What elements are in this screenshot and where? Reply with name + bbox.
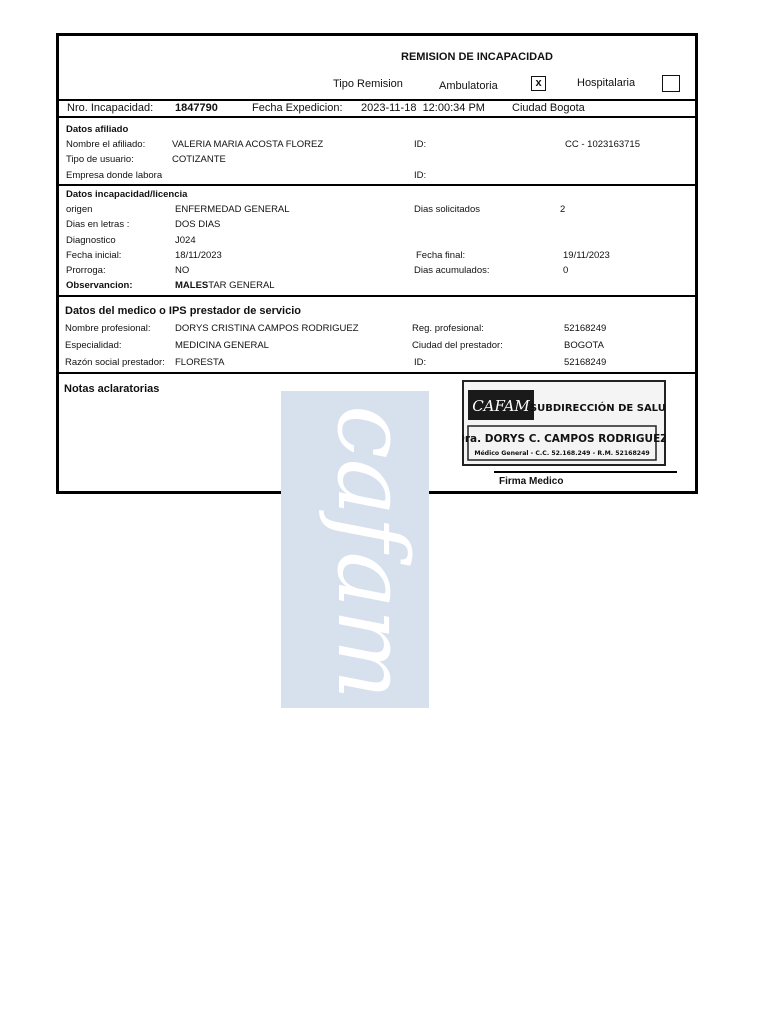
ambulatoria-label: Ambulatoria bbox=[439, 80, 498, 92]
nombre-profesional-value: DORYS CRISTINA CAMPOS RODRIGUEZ bbox=[175, 323, 359, 334]
tipo-usuario-label: Tipo de usuario: bbox=[66, 154, 134, 165]
diagnostico-value: J024 bbox=[175, 235, 196, 246]
afiliado-id-label: ID: bbox=[414, 139, 427, 150]
razon-social-value: FLORESTA bbox=[175, 357, 225, 368]
divider-line bbox=[56, 295, 698, 297]
incapacidad-section-title: Datos incapacidad/licencia bbox=[66, 189, 188, 200]
origen-value: ENFERMEDAD GENERAL bbox=[175, 204, 290, 215]
dias-solicitados-label: Dias solicitados bbox=[414, 204, 480, 215]
fecha-expedicion-value: 2023-11-18 12:00:34 PM bbox=[361, 102, 485, 114]
cafam-watermark bbox=[281, 391, 429, 708]
svg-text:Dra. DORYS C. CAMPOS RODRIGUEZ: Dra. DORYS C. CAMPOS RODRIGUEZ bbox=[462, 433, 666, 445]
firma-medico-label: Firma Medico bbox=[499, 476, 564, 487]
watermark-text: cafam bbox=[316, 405, 428, 700]
observacion-value-bold: MALES bbox=[175, 280, 209, 291]
nombre-afiliado-value: VALERIA MARIA ACOSTA FLOREZ bbox=[172, 139, 324, 150]
signature-line bbox=[494, 471, 677, 473]
dias-acumulados-value: 0 bbox=[563, 265, 569, 276]
fecha-final-value: 19/11/2023 bbox=[563, 250, 610, 261]
dias-letras-value: DOS DIAS bbox=[175, 219, 221, 230]
empresa-id-label: ID: bbox=[414, 170, 427, 181]
tipo-usuario-value: COTIZANTE bbox=[172, 154, 226, 165]
origen-label: origen bbox=[66, 204, 93, 215]
svg-text:CAFAM: CAFAM bbox=[472, 397, 530, 415]
form-title: REMISION DE INCAPACIDAD bbox=[401, 51, 553, 63]
observacion-value bbox=[175, 280, 275, 292]
hospitalaria-label: Hospitalaria bbox=[577, 77, 636, 89]
svg-text:SUBDIRECCIÓN DE SALUD: SUBDIRECCIÓN DE SALUD bbox=[529, 403, 666, 414]
afiliado-section-title: Datos afiliado bbox=[66, 124, 129, 135]
reg-profesional-label: Reg. profesional: bbox=[412, 323, 484, 334]
dias-letras-label: Dias en letras : bbox=[66, 219, 130, 230]
prestador-id-value: 52168249 bbox=[564, 357, 607, 368]
nro-incapacidad-label: Nro. Incapacidad: bbox=[67, 102, 154, 114]
divider-line bbox=[56, 116, 698, 118]
reg-profesional-value: 52168249 bbox=[564, 323, 607, 334]
ciudad-prestador-value: BOGOTA bbox=[564, 340, 604, 351]
especialidad-value: MEDICINA GENERAL bbox=[175, 340, 269, 351]
empresa-label: Empresa donde labora bbox=[66, 170, 163, 181]
dias-solicitados-value: 2 bbox=[560, 204, 566, 215]
razon-social-label: Razón social prestador: bbox=[65, 357, 165, 368]
nombre-afiliado-label: Nombre el afiliado: bbox=[66, 139, 146, 150]
divider-line bbox=[56, 372, 698, 374]
doctor-stamp bbox=[462, 380, 666, 466]
dias-acumulados-label: Dias acumulados: bbox=[414, 265, 490, 276]
hospitalaria-checkbox[interactable] bbox=[662, 75, 680, 92]
notas-section-title: Notas aclaratorias bbox=[64, 383, 160, 395]
ambulatoria-checkbox[interactable]: x bbox=[531, 76, 546, 91]
afiliado-id-value: CC - 1023163715 bbox=[565, 139, 640, 150]
ciudad-value: Ciudad Bogota bbox=[512, 102, 585, 114]
nombre-profesional-label: Nombre profesional: bbox=[65, 323, 151, 334]
nro-incapacidad-value: 1847790 bbox=[175, 102, 218, 114]
medico-section-title: Datos del medico o IPS prestador de servicio bbox=[65, 305, 301, 317]
divider-line bbox=[56, 184, 698, 186]
prestador-id-label: ID: bbox=[414, 357, 427, 368]
tipo-remision-label: Tipo Remision bbox=[333, 78, 403, 90]
ciudad-prestador-label: Ciudad del prestador: bbox=[412, 340, 503, 351]
observacion-value-rest: TAR GENERAL bbox=[208, 280, 275, 291]
diagnostico-label: Diagnostico bbox=[66, 235, 116, 246]
divider-line bbox=[56, 99, 698, 101]
fecha-expedicion-label: Fecha Expedicion: bbox=[252, 102, 343, 114]
fecha-inicial-value: 18/11/2023 bbox=[175, 250, 222, 261]
prorroga-value: NO bbox=[175, 265, 190, 276]
observacion-label: Observancion: bbox=[66, 280, 133, 291]
prorroga-label: Prorroga: bbox=[66, 265, 106, 276]
especialidad-label: Especialidad: bbox=[65, 340, 122, 351]
fecha-inicial-label: Fecha inicial: bbox=[66, 250, 122, 261]
fecha-final-label: Fecha final: bbox=[416, 250, 466, 261]
svg-text:Médico General - C.C. 52.168.2: Médico General - C.C. 52.168.249 - R.M. 52168249 bbox=[474, 450, 650, 457]
